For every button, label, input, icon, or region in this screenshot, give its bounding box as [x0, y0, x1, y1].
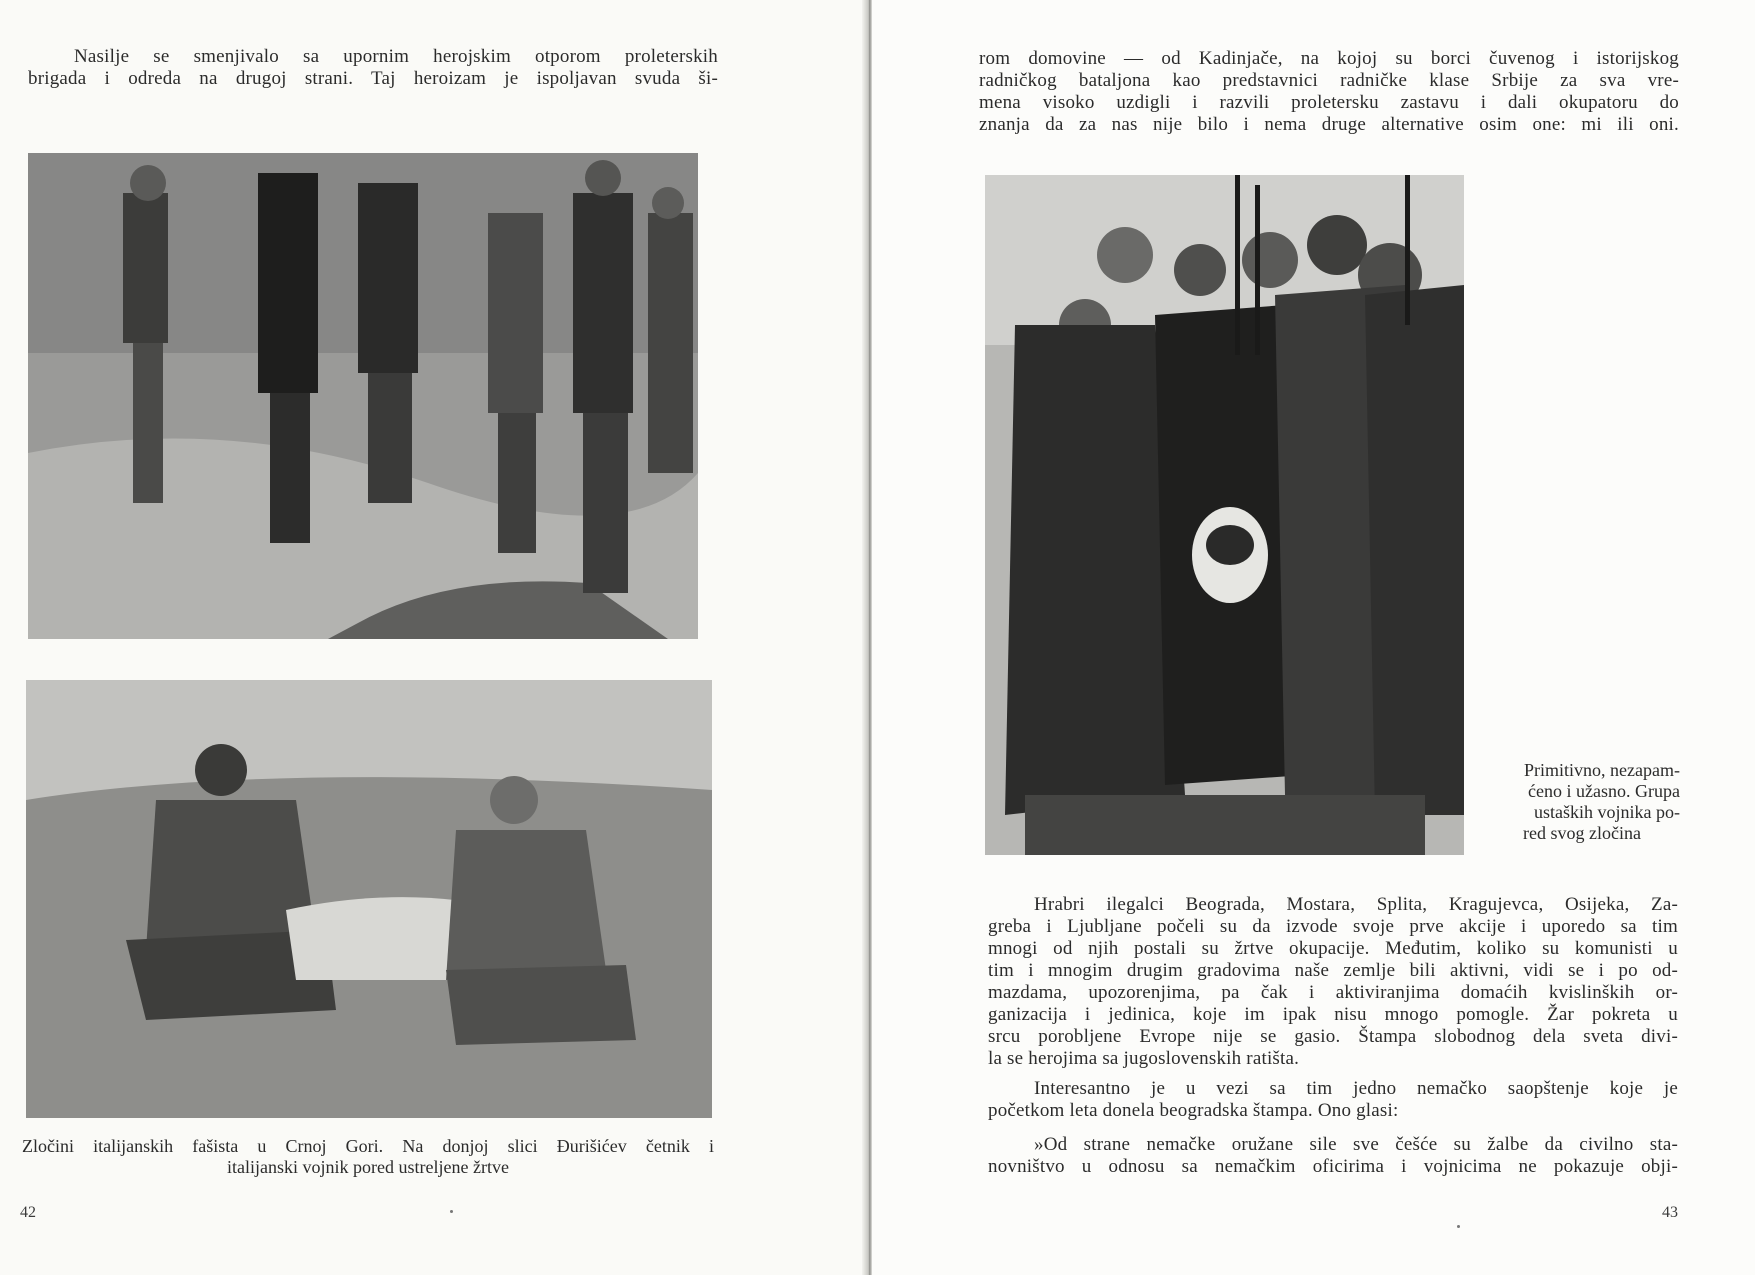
right-caption-line-4: red svog zločina: [1523, 823, 1641, 843]
right-top-line-2: radničkog bataljona kao predstavnici radničke klase Srbije za sva vre-: [979, 70, 1679, 91]
right-photo: [985, 175, 1464, 855]
right-page-number: 43: [1662, 1204, 1678, 1221]
paragraph-1-line-3: mnogi od njih postali su žrtve okupacije. Međutim, koliko su komunisti u: [988, 938, 1678, 959]
right-top-text: [979, 48, 1679, 136]
left-photo-caption: [22, 1136, 714, 1178]
right-top-line-4: znanja da za nas nije bilo i nema druge alternative osim one: mi ili oni.: [979, 114, 1679, 135]
paragraph-1-line-7: srcu porobljene Evrope nije se gasio. Štampa slobodnog dela sveta divi-: [988, 1026, 1678, 1047]
top-left-photo: [28, 153, 698, 639]
paragraph-2-line-1: Interesantno je u vezi sa tim jedno nemačko saopštenje koje je: [1034, 1078, 1678, 1099]
bottom-left-photo: [26, 680, 712, 1118]
paragraph-2-line-2: početkom leta donela beogradska štampa. Ono glasi:: [988, 1100, 1399, 1121]
left-caption-line-1: Zločini italijanskih fašista u Crnoj Gori. Na donjoj slici Đurišićev četnik i: [22, 1136, 714, 1156]
right-quote: [988, 1134, 1678, 1178]
left-page: [0, 0, 870, 1275]
paragraph-1-line-8: la se herojima sa jugoslovenskih ratišta.: [988, 1048, 1300, 1069]
bottom-left-photo-image: [26, 680, 712, 1118]
left-intro-text: [28, 46, 718, 90]
right-top-line-1: rom domovine — od Kadinjače, na kojoj su borci čuvenog i istorijskog: [979, 48, 1679, 69]
paragraph-1-line-1: Hrabri ilegalci Beograda, Mostara, Splita, Kragujevca, Osijeka, Za-: [1034, 894, 1678, 915]
paragraph-1-line-5: mazdama, upozorenjima, pa čak i aktiviranjima domaćih kvislinških or-: [988, 982, 1678, 1003]
right-caption-line-3: ustaških vojnika po-: [1534, 802, 1680, 822]
left-page-number: 42: [20, 1204, 36, 1221]
quote-line-1: »Od strane nemačke oružane sile sve češće su žalbe da civilno sta-: [1034, 1134, 1678, 1155]
quote-line-2: novništvo u odnosu sa nemačkim oficirima i vojnicima ne pokazuje obji-: [988, 1156, 1678, 1177]
right-photo-image: [985, 175, 1464, 855]
left-caption-line-2: italijanski vojnik pored ustreljene žrtve: [227, 1157, 509, 1177]
right-caption-line-1: Primitivno, nezapam-: [1524, 760, 1680, 780]
top-left-photo-image: [28, 153, 698, 639]
paragraph-1-line-2: greba i Ljubljane počeli su da izvode svoje prve akcije i uporedo sa tim: [988, 916, 1678, 937]
right-photo-caption: [1484, 760, 1680, 844]
right-paragraph-2: [988, 1078, 1678, 1122]
right-paragraph-1: [988, 894, 1678, 1070]
paragraph-1-line-4: tim i mnogim drugim gradovima naše zemlje bili aktivni, vidi se i po od-: [988, 960, 1678, 981]
right-caption-line-2: ćeno i užasno. Grupa: [1528, 781, 1680, 801]
left-intro-line-1: Nasilje se smenjivalo sa upornim herojskim otporom proleterskih: [74, 46, 718, 67]
right-page: [872, 0, 1755, 1275]
paragraph-1-line-6: ganizacija i jedinica, koje im ipak nisu mnogo pomogle. Žar pokreta u: [988, 1004, 1678, 1025]
right-top-line-3: mena visoko uzdigli i razvili proletersku zastavu i dali okupatoru do: [979, 92, 1679, 113]
left-intro-line-2: brigada i odreda na drugoj strani. Taj heroizam je ispoljavan svuda ši-: [28, 68, 718, 89]
